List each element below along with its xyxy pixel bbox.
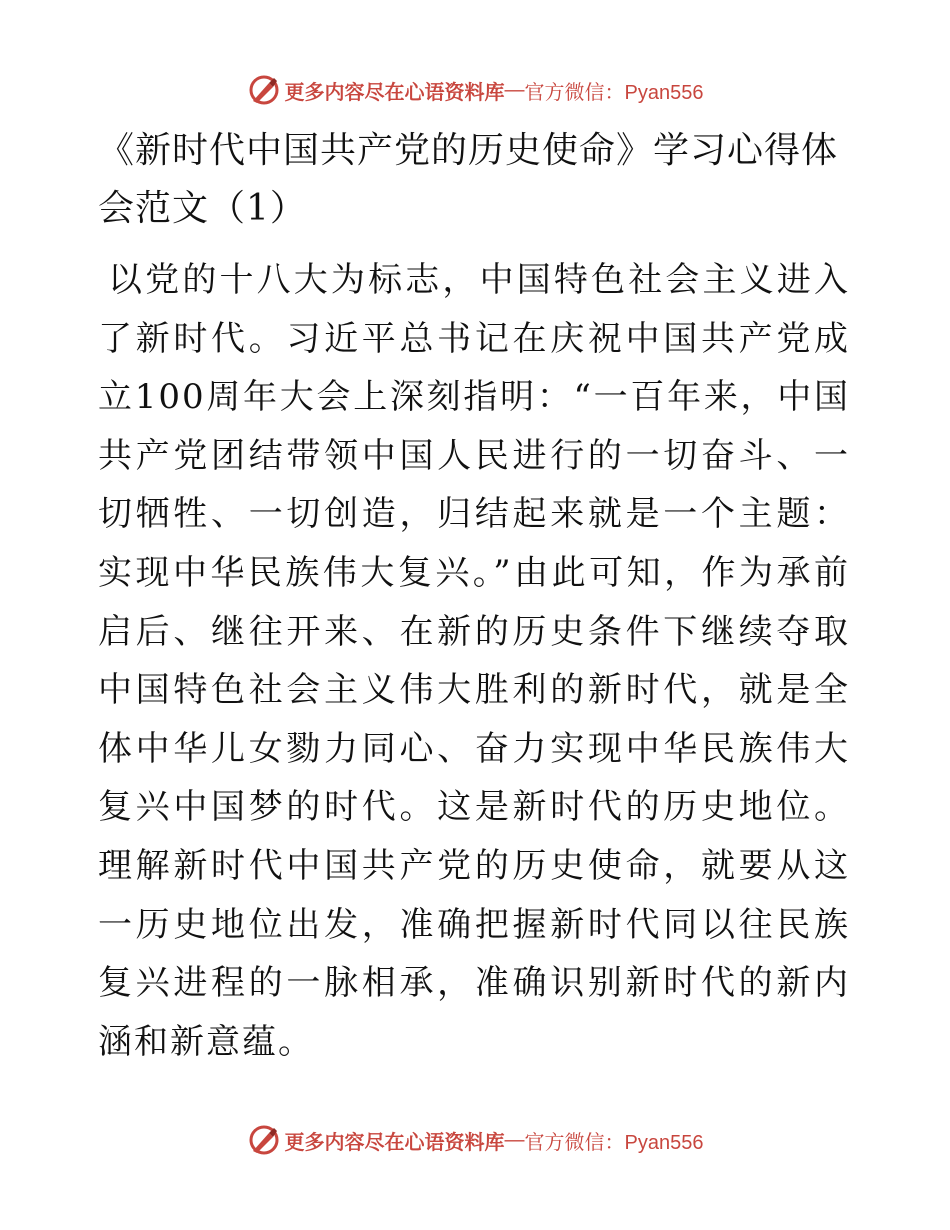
pen-circle-logo-icon	[247, 73, 281, 107]
footer-banner-text: 更多内容尽在心语资料库	[284, 1129, 505, 1154]
footer-banner-separator: —	[504, 1128, 525, 1151]
footer-banner-wechat: 官方微信：Pyan556	[524, 1131, 704, 1154]
footer-banner	[0, 1120, 950, 1160]
header-banner-separator: —	[504, 78, 525, 101]
header-banner	[0, 70, 950, 110]
pen-circle-logo-icon	[247, 1123, 281, 1157]
header-banner-text: 更多内容尽在心语资料库	[284, 79, 505, 104]
document-title: 《新时代中国共产党的历史使命》学习心得体会范文（1）	[98, 130, 839, 229]
header-banner-wechat: 官方微信：Pyan556	[524, 81, 704, 104]
document-body-paragraph: 以党的十八大为标志，中国特色社会主义进入了新时代。习近平总书记在庆祝中国共产党成立100周年大会上深刻指明：“一百年来，中国共产党团结带领中国人民进行的一切奋斗、一切牺牲、一切创造，归结起来就是一个主题：实现中华民族伟大复兴。”由此可知，作为承前启后、继往开来、在新的历史条件下继续夺取中国特色社会主义伟大胜利的新时代，就是全体中华儿女勠力同心、奋力实现中华民族伟大复兴中国梦的时代。这是新时代的历史地位。理解新时代中国共产党的历史使命，就要从这一历史地位出发，准确把握新时代同以往民族复兴进程的一脉相承，准确识别新时代的新内涵和新意蕴。	[98, 260, 850, 1062]
